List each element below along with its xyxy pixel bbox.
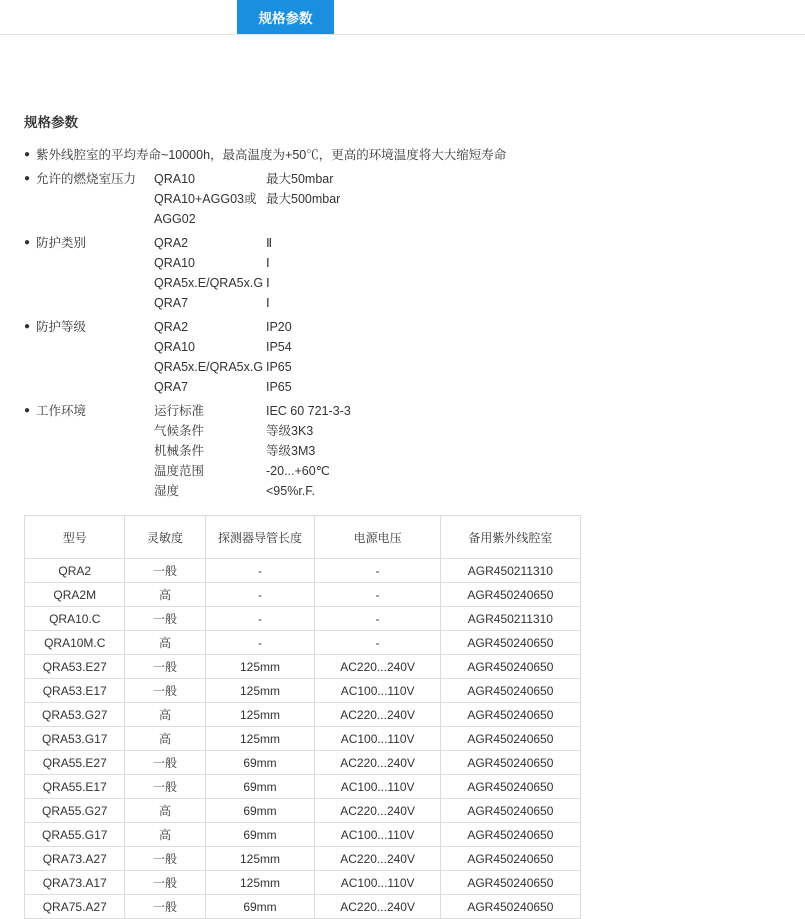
table-cell-tube-length: 69mm xyxy=(205,823,315,847)
spec-value-val: 最大500mbar xyxy=(266,192,341,206)
spec-value-key: QRA7 xyxy=(154,296,189,310)
tab-specifications[interactable] xyxy=(237,0,334,34)
table-row xyxy=(25,583,581,607)
spec-label: 防护类别 xyxy=(36,236,87,250)
tab-bar-right-spacer xyxy=(334,0,805,34)
table-row xyxy=(25,823,581,847)
table-cell-spare-chamber: AGR450240650 xyxy=(440,823,580,847)
table-cell-tube-length: - xyxy=(205,559,315,583)
table-cell-model: QRA73.A27 xyxy=(25,847,125,871)
table-row xyxy=(25,655,581,679)
table-cell-voltage: AC220...240V xyxy=(315,751,440,775)
table-cell-tube-length: 69mm xyxy=(205,775,315,799)
table-cell-sensitivity: 高 xyxy=(125,583,205,607)
table-cell-sensitivity: 高 xyxy=(125,823,205,847)
table-cell-tube-length: - xyxy=(205,631,315,655)
spec-value-key: QRA2 xyxy=(154,320,189,334)
table-row xyxy=(25,895,581,919)
spec-value-row xyxy=(154,337,781,357)
bullet-icon: ● xyxy=(24,405,31,416)
spec-value-rows xyxy=(154,401,781,501)
table-header-row xyxy=(25,516,581,559)
table-header-cell: 备用紫外线腔室 xyxy=(440,516,580,559)
spec-value-val: 等级3M3 xyxy=(266,444,316,458)
table-cell-sensitivity: 一般 xyxy=(125,559,205,583)
spec-value-key: QRA2 xyxy=(154,236,189,250)
spec-value-row xyxy=(154,377,781,397)
page-title: 规格参数 xyxy=(24,115,78,130)
table-cell-tube-length: 69mm xyxy=(205,895,315,919)
spec-value-row xyxy=(154,317,781,337)
bullet-icon: ● xyxy=(24,173,31,184)
tab-specifications-label: 规格参数 xyxy=(258,11,313,26)
table-cell-tube-length: - xyxy=(205,583,315,607)
spec-value-row xyxy=(154,253,781,273)
table-cell-voltage: AC220...240V xyxy=(315,703,440,727)
spec-value-val: Ⅰ xyxy=(266,296,270,310)
table-row xyxy=(25,559,581,583)
table-cell-spare-chamber: AGR450240650 xyxy=(440,799,580,823)
spec-item-operating-environment xyxy=(24,401,781,501)
table-cell-sensitivity: 一般 xyxy=(125,871,205,895)
table-cell-voltage: AC100...110V xyxy=(315,871,440,895)
spec-value-row xyxy=(154,441,781,461)
table-row xyxy=(25,631,581,655)
table-cell-voltage: AC220...240V xyxy=(315,655,440,679)
spec-value-val: 等级3K3 xyxy=(266,424,314,438)
table-cell-spare-chamber: AGR450240650 xyxy=(440,655,580,679)
tab-bar-left-spacer xyxy=(0,0,237,34)
spec-value-row xyxy=(154,273,781,293)
spec-value-key: 温度范围 xyxy=(154,464,205,478)
table-cell-spare-chamber: AGR450240650 xyxy=(440,751,580,775)
table-cell-sensitivity: 一般 xyxy=(125,679,205,703)
table-row xyxy=(25,775,581,799)
spec-value-row xyxy=(154,401,781,421)
table-cell-sensitivity: 高 xyxy=(125,799,205,823)
table-cell-tube-length: 125mm xyxy=(205,679,315,703)
spec-value-rows xyxy=(154,317,781,397)
spec-value-row xyxy=(154,189,781,229)
table-cell-model: QRA2M xyxy=(25,583,125,607)
spec-value-val: <95%r.F. xyxy=(266,484,315,498)
table-cell-tube-length: 125mm xyxy=(205,871,315,895)
table-cell-model: QRA55.G17 xyxy=(25,823,125,847)
table-cell-spare-chamber: AGR450240650 xyxy=(440,583,580,607)
table-cell-model: QRA53.E27 xyxy=(25,655,125,679)
table-header-cell: 灵敏度 xyxy=(125,516,205,559)
table-cell-voltage: AC220...240V xyxy=(315,847,440,871)
table-cell-model: QRA2 xyxy=(25,559,125,583)
table-cell-sensitivity: 一般 xyxy=(125,775,205,799)
table-cell-tube-length: 125mm xyxy=(205,847,315,871)
table-cell-spare-chamber: AGR450211310 xyxy=(440,559,580,583)
content-area xyxy=(0,111,805,919)
spec-label: 工作环境 xyxy=(36,404,87,418)
table-cell-sensitivity: 一般 xyxy=(125,847,205,871)
table-cell-voltage: - xyxy=(315,559,440,583)
table-row xyxy=(25,703,581,727)
table-cell-spare-chamber: AGR450240650 xyxy=(440,871,580,895)
spec-value-row xyxy=(154,233,781,253)
table-cell-tube-length: 125mm xyxy=(205,703,315,727)
spec-value-row xyxy=(154,461,781,481)
table-cell-tube-length: - xyxy=(205,607,315,631)
table-cell-voltage: - xyxy=(315,607,440,631)
spec-value-row xyxy=(154,357,781,377)
table-cell-sensitivity: 一般 xyxy=(125,607,205,631)
table-cell-spare-chamber: AGR450240650 xyxy=(440,775,580,799)
table-cell-tube-length: 125mm xyxy=(205,727,315,751)
table-cell-sensitivity: 高 xyxy=(125,703,205,727)
table-cell-voltage: AC220...240V xyxy=(315,799,440,823)
spec-value-key: QRA10 xyxy=(154,256,195,270)
table-cell-voltage: - xyxy=(315,583,440,607)
table-cell-tube-length: 69mm xyxy=(205,799,315,823)
table-head xyxy=(25,516,581,559)
table-cell-spare-chamber: AGR450211310 xyxy=(440,607,580,631)
table-cell-model: QRA75.A27 xyxy=(25,895,125,919)
table-cell-spare-chamber: AGR450240650 xyxy=(440,727,580,751)
spec-value-key: QRA7 xyxy=(154,380,189,394)
spec-value-key: QRA5x.E/QRA5x.G xyxy=(154,276,264,290)
bullet-icon: ● xyxy=(24,321,31,332)
table-cell-sensitivity: 一般 xyxy=(125,751,205,775)
table-body xyxy=(25,559,581,919)
table-cell-model: QRA55.E17 xyxy=(25,775,125,799)
table-row xyxy=(25,799,581,823)
table-cell-sensitivity: 一般 xyxy=(125,895,205,919)
spec-value-row xyxy=(154,169,781,189)
table-cell-model: QRA53.G27 xyxy=(25,703,125,727)
spec-label: 紫外线腔室的平均寿命 xyxy=(36,148,162,162)
spec-value-row xyxy=(154,481,781,501)
spec-item-protection-degree xyxy=(24,317,781,397)
table-header-cell: 型号 xyxy=(25,516,125,559)
spec-item-lifetime xyxy=(24,145,781,165)
spec-value-key: 气候条件 xyxy=(154,424,205,438)
specification-list xyxy=(24,145,781,501)
spec-value-val: Ⅰ xyxy=(266,256,270,270)
bullet-icon: ● xyxy=(24,149,31,160)
table-cell-voltage: AC100...110V xyxy=(315,727,440,751)
spec-value-rows xyxy=(154,233,781,313)
table-cell-voltage: - xyxy=(315,631,440,655)
spec-value-key: QRA10 xyxy=(154,340,195,354)
specification-table xyxy=(24,515,581,919)
table-cell-model: QRA73.A17 xyxy=(25,871,125,895)
spec-value-val: IP20 xyxy=(266,320,292,334)
spec-item-protection-class xyxy=(24,233,781,313)
table-cell-voltage: AC100...110V xyxy=(315,775,440,799)
table-row xyxy=(25,607,581,631)
spec-value-val: Ⅰ xyxy=(266,276,270,290)
spec-value-key: 运行标准 xyxy=(154,404,205,418)
table-cell-model: QRA55.E27 xyxy=(25,751,125,775)
spec-value-key: QRA5x.E/QRA5x.G xyxy=(154,360,264,374)
table-cell-model: QRA53.G17 xyxy=(25,727,125,751)
table-row xyxy=(25,679,581,703)
table-row xyxy=(25,847,581,871)
table-cell-voltage: AC220...240V xyxy=(315,895,440,919)
table-cell-voltage: AC100...110V xyxy=(315,823,440,847)
spec-value-key: QRA10 xyxy=(154,172,195,186)
table-cell-sensitivity: 高 xyxy=(125,631,205,655)
spec-item-pressure xyxy=(24,169,781,229)
spec-value-key: 湿度 xyxy=(154,484,180,498)
spec-value-val: IP65 xyxy=(266,380,292,394)
table-cell-tube-length: 125mm xyxy=(205,655,315,679)
table-cell-sensitivity: 一般 xyxy=(125,655,205,679)
spec-value-val: IP65 xyxy=(266,360,292,374)
table-cell-spare-chamber: AGR450240650 xyxy=(440,631,580,655)
table-cell-voltage: AC100...110V xyxy=(315,679,440,703)
table-cell-tube-length: 69mm xyxy=(205,751,315,775)
spec-value-key: QRA10+AGG03或AGG02 xyxy=(154,192,257,226)
spec-value-key: 机械条件 xyxy=(154,444,205,458)
table-header-cell: 探测器导管长度 xyxy=(205,516,315,559)
spec-label: 允许的燃烧室压力 xyxy=(36,172,137,186)
spec-value-val: 最大50mbar xyxy=(266,172,334,186)
table-cell-sensitivity: 高 xyxy=(125,727,205,751)
table-cell-model: QRA10M.C xyxy=(25,631,125,655)
spec-value-val: IEC 60 721-3-3 xyxy=(266,404,351,418)
spec-value-row xyxy=(154,293,781,313)
spec-label: 防护等级 xyxy=(36,320,87,334)
bullet-icon: ● xyxy=(24,237,31,248)
spec-value-val: IP54 xyxy=(266,340,292,354)
table-row xyxy=(25,751,581,775)
table-cell-spare-chamber: AGR450240650 xyxy=(440,895,580,919)
table-cell-model: QRA10.C xyxy=(25,607,125,631)
table-cell-spare-chamber: AGR450240650 xyxy=(440,679,580,703)
table-cell-model: QRA53.E17 xyxy=(25,679,125,703)
tab-bar xyxy=(0,0,805,35)
spec-value-val: -20...+60℃ xyxy=(266,464,330,478)
table-cell-spare-chamber: AGR450240650 xyxy=(440,847,580,871)
spec-value-rows xyxy=(154,169,781,229)
spec-value-row xyxy=(154,421,781,441)
table-header-cell: 电源电压 xyxy=(315,516,440,559)
table-cell-model: QRA55.G27 xyxy=(25,799,125,823)
table-row xyxy=(25,871,581,895)
spec-value: ~10000h，最高温度为+50℃，更高的环境温度将大大缩短寿命 xyxy=(161,148,507,162)
table-row xyxy=(25,727,581,751)
spec-value-val: Ⅱ xyxy=(266,236,273,250)
table-cell-spare-chamber: AGR450240650 xyxy=(440,703,580,727)
